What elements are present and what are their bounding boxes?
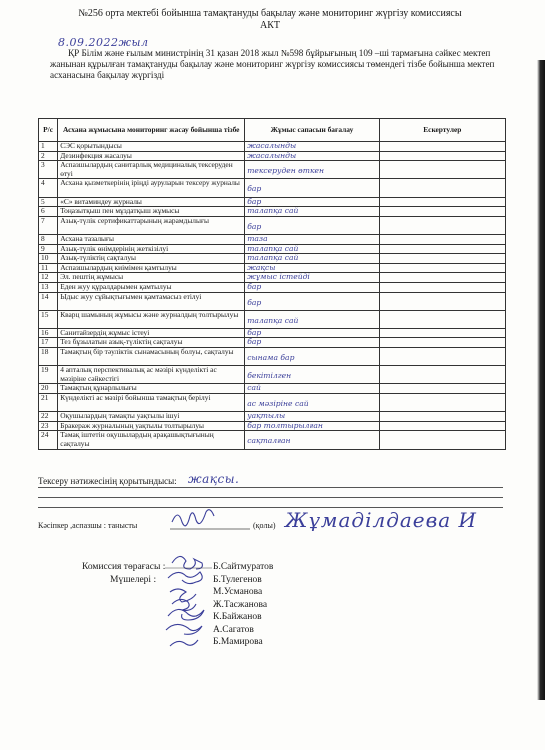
handwritten-evaluation: бар xyxy=(247,338,262,347)
handwritten-evaluation: талапқа сай xyxy=(247,316,299,325)
row-item: «С» витаминдеу журналы xyxy=(58,197,245,207)
member-name: Б.Мамирова xyxy=(213,637,263,647)
row-item: Дезинфекция жасалуы xyxy=(58,151,245,161)
row-item: Азық-түлік өнімдерінің жеткізілуі xyxy=(58,244,245,254)
handwritten-date: 8.09.2022жыл xyxy=(58,36,149,49)
row-item: Аспазшылардың киімімен қамтылуы xyxy=(58,263,245,273)
row-number: 10 xyxy=(39,254,58,264)
row-number: 21 xyxy=(39,394,58,412)
title-line-2: АКТ xyxy=(260,20,280,31)
check-result-handwritten: жақсы. xyxy=(188,472,240,486)
row-item: Оқушылардың тамақты уақтылы ішуі xyxy=(58,412,245,422)
handwritten-evaluation: бар xyxy=(247,222,262,231)
row-item: Азық-түліктің сақталуы xyxy=(58,254,245,264)
row-item: Тамақтың бір тәуліктік сынамасының болуы, сақталуы xyxy=(58,348,245,366)
row-number: 16 xyxy=(39,328,58,338)
row-number: 12 xyxy=(39,273,58,283)
members-label: Мүшелері : xyxy=(110,575,157,585)
row-number: 8 xyxy=(39,234,58,244)
handwritten-evaluation: бар xyxy=(247,298,262,307)
header-evaluation: Жұмыс сапасын бағалау xyxy=(245,119,379,142)
handwritten-evaluation: тексеруден өткен xyxy=(247,167,324,176)
header-notes: Ескертулер xyxy=(379,119,505,142)
row-number: 9 xyxy=(39,244,58,254)
row-item: Асхана қызметкерінің іріңді ауруларын тексеру журналы xyxy=(58,179,245,197)
row-number: 23 xyxy=(39,421,58,431)
member-name: К.Байжанов xyxy=(213,612,262,622)
row-number: 20 xyxy=(39,384,58,394)
member-name: Б.Сайтмуратов xyxy=(213,562,274,572)
row-item: Эл. пештің жұмысы xyxy=(58,273,245,283)
row-number: 13 xyxy=(39,282,58,292)
intro-text: ҚР Білім және ғылым министрінің 31 қазан 2018 жыл №598 бұйрығының 109 –ші тармағына сәйкес мектеп жанынан құрылған тамақтануды бақылау және мониторинг жүргізу комиссиясы төмендегі тізбе бойынша мектеп асханасына бақылау жүргізді xyxy=(50,48,495,80)
row-item: Санитайзердің жұмыс істеуі xyxy=(58,328,245,338)
handwritten-evaluation: уақтылы xyxy=(247,412,286,421)
member-name: А.Сагатов xyxy=(213,624,254,635)
row-item: Асхана тазалығы xyxy=(58,234,245,244)
handwritten-evaluation: талапқа сай xyxy=(247,244,299,253)
row-number: 19 xyxy=(39,366,58,384)
handwritten-evaluation: жұмыс істейді xyxy=(247,273,310,282)
row-item: Еден жуу құралдарымен қамтылуы xyxy=(58,282,245,292)
handwritten-evaluation: жақсы xyxy=(247,263,276,272)
row-item: Бракераж журналының уақтылы толтырылуы xyxy=(58,421,245,431)
handwritten-evaluation: талапқа сай xyxy=(247,254,299,263)
handwritten-evaluation: бар xyxy=(247,282,262,291)
row-item: Кварц шамының жұмысы және журналдың толтырылуы xyxy=(58,310,245,328)
header-number: Р/с xyxy=(39,119,58,142)
member-name: Б.Тулегенов xyxy=(213,574,262,585)
row-number: 17 xyxy=(39,338,58,348)
handwritten-evaluation: таза xyxy=(247,234,268,243)
row-item: Тамақ іштетін оқушылардың арақашықтығының сақталуы xyxy=(58,431,245,449)
row-number: 15 xyxy=(39,310,58,328)
member-name: М.Усманова xyxy=(213,587,263,597)
row-number: 7 xyxy=(39,216,58,234)
row-item: Ыдыс жуу сұйықтығымен қамтамасыз етілуі xyxy=(58,292,245,310)
title-line-1: №256 орта мектебі бойынша тамақтануды бақылау және мониторинг жүргізу комиссиясы xyxy=(78,8,462,19)
handwritten-evaluation: талапқа сай xyxy=(247,207,299,216)
member-name: Ж.Тасжанова xyxy=(213,599,268,610)
handwritten-evaluation: сынама бар xyxy=(247,354,295,363)
handwritten-evaluation: сақталған xyxy=(247,437,291,446)
row-number: 1 xyxy=(39,142,58,152)
row-number: 24 xyxy=(39,431,58,449)
signature-note: (қолы) xyxy=(253,521,276,530)
row-item: Азық-түлік сертификаттарының жарамдылығы xyxy=(58,216,245,234)
handwritten-evaluation: жасалынды xyxy=(247,151,297,160)
handwritten-evaluation: бар xyxy=(247,197,262,206)
row-item: Тоңазытқыш пен мұздатқыш жұмысы xyxy=(58,207,245,217)
row-item: Аспазшылардың санитарлық медициналық тексеруден өтуі xyxy=(58,161,245,179)
row-item: СЭС қорытындысы xyxy=(58,142,245,152)
entrepreneur-label: Кәсіпкер ,аспазшы : танысты xyxy=(38,521,138,530)
handwritten-evaluation: бекітілген xyxy=(247,372,292,381)
row-number: 6 xyxy=(39,207,58,217)
handwritten-evaluation: бар xyxy=(247,185,262,194)
row-item: Тамақтың құнарлылығы xyxy=(58,384,245,394)
handwritten-evaluation: сай xyxy=(247,384,261,393)
header-item: Асхана жұмысына мониторинг жасау бойынша тізбе xyxy=(58,119,245,142)
handwritten-evaluation: бар толтырылған xyxy=(247,421,323,430)
handwritten-evaluation: ас мәзіріне сай xyxy=(247,400,309,409)
row-number: 18 xyxy=(39,348,58,366)
check-result-label: Тексеру нәтижесінің қорытындысы: xyxy=(38,476,177,486)
row-number: 5 xyxy=(39,197,58,207)
handwritten-evaluation: бар xyxy=(247,328,262,337)
row-item: Күнделікті ас мәзірі бойынша тамақтың берілуі xyxy=(58,394,245,412)
row-number: 3 xyxy=(39,161,58,179)
row-number: 11 xyxy=(39,263,58,273)
row-number: 4 xyxy=(39,179,58,197)
entrepreneur-name-handwritten: Жұмаділдаева И xyxy=(285,508,477,532)
row-number: 2 xyxy=(39,151,58,161)
handwritten-evaluation: жасалынды xyxy=(247,142,297,150)
row-number: 14 xyxy=(39,292,58,310)
commission-chair-label: Комиссия төрағасы : xyxy=(82,562,166,572)
row-number: 22 xyxy=(39,412,58,422)
row-item: 4 апталық перспективалық ас мәзірі күнделікті ас мәзіріне сәйкестігі xyxy=(58,366,245,384)
row-item: Тез бұзылатын азық-түліктің сақталуы xyxy=(58,338,245,348)
